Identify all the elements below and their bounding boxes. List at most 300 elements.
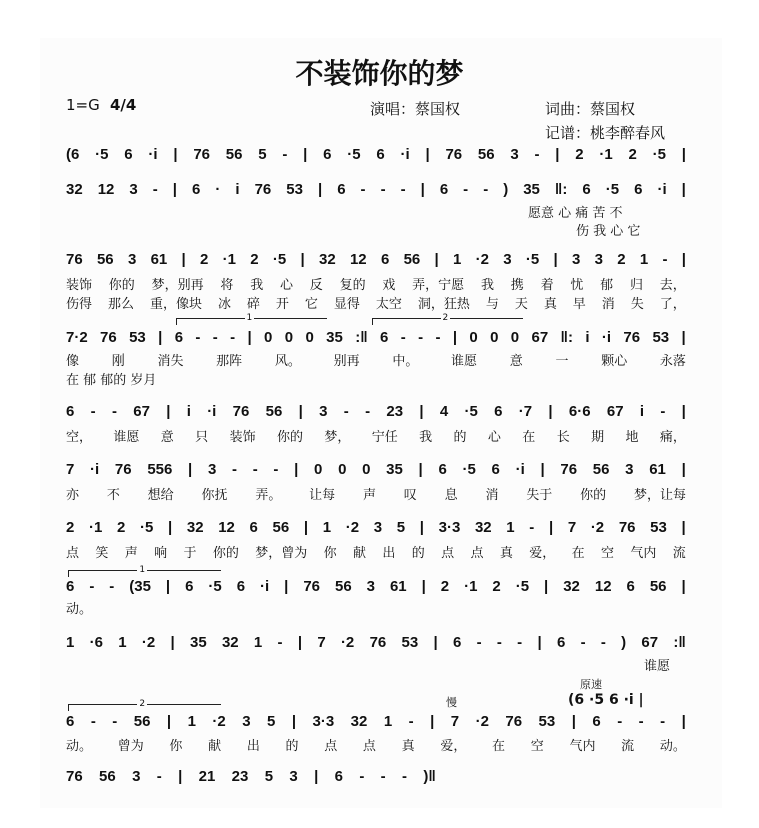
note-token: i xyxy=(639,403,645,420)
lyric-token: 将 xyxy=(220,278,234,293)
note-token: | xyxy=(297,634,303,651)
note-token: ·i xyxy=(515,461,525,478)
note-token: 6 xyxy=(582,181,591,198)
note-token: 56 xyxy=(225,146,243,163)
note-token: - xyxy=(273,461,279,478)
note-token: - xyxy=(476,634,482,651)
lyric-token: 消失 xyxy=(157,354,184,369)
note-token: - xyxy=(660,713,666,730)
note-token: i xyxy=(186,403,191,420)
note-token: - xyxy=(483,181,489,198)
note-token: 3 xyxy=(319,403,328,420)
note-token: | xyxy=(548,519,554,536)
note-token: | xyxy=(681,146,686,163)
note-token: 76 xyxy=(66,768,83,785)
note-token: ·5 xyxy=(208,578,222,595)
lyric-token: 亦 xyxy=(66,488,80,503)
note-token: 6 xyxy=(249,519,258,536)
note-token: 1 xyxy=(253,634,263,651)
note-token: 6 xyxy=(376,146,385,163)
lyric-token: 爱， xyxy=(529,546,556,561)
note-token: 35 xyxy=(326,329,343,346)
note-token: | xyxy=(420,181,425,198)
notation-row-1 xyxy=(66,146,686,164)
note-token: · xyxy=(215,181,221,198)
lyric-token: 声 xyxy=(124,546,138,561)
note-token: 6 xyxy=(236,578,246,595)
note-token: 1 xyxy=(383,713,393,730)
note-token: | xyxy=(681,578,686,595)
notation-row-7 xyxy=(66,519,686,537)
note-token: - xyxy=(195,329,201,346)
note-token: 12 xyxy=(349,251,367,268)
lyric-token: 重，像块 xyxy=(149,297,202,312)
lyric-token: 动。 xyxy=(66,739,93,754)
note-token: | xyxy=(544,578,549,595)
note-token: | xyxy=(571,713,576,730)
note-token: 56 xyxy=(272,519,290,536)
volta-label: 1 xyxy=(246,313,253,323)
lyric-token: 弄。 xyxy=(255,488,282,503)
note-token: ·5 xyxy=(525,251,540,268)
note-token: 2 xyxy=(617,251,626,268)
note-token: 7 xyxy=(66,461,75,478)
note-token: 6 xyxy=(491,461,500,478)
note-token: 6 xyxy=(452,634,462,651)
note-token: 3 xyxy=(625,461,634,478)
note-token: | xyxy=(681,519,686,536)
note-token: 7 xyxy=(450,713,460,730)
lyric-token: 曾为 xyxy=(117,739,144,754)
note-token: 6 xyxy=(439,181,449,198)
note-token: 12 xyxy=(97,181,115,198)
note-token: 3 xyxy=(129,181,138,198)
lyric-token: 心 xyxy=(487,430,501,445)
note-token: ·1 xyxy=(464,578,478,595)
note-token: - xyxy=(402,768,407,785)
note-token: 3 xyxy=(594,251,603,268)
note-token: | xyxy=(433,634,438,651)
note-token: | xyxy=(540,461,545,478)
notation-row-11 xyxy=(66,768,436,786)
note-token: 3 xyxy=(132,768,141,785)
lyric-token: 流 xyxy=(621,739,635,754)
note-token: - xyxy=(212,329,218,346)
lyric-token: 叹 xyxy=(403,488,417,503)
lyric-token: 一 xyxy=(555,354,569,369)
note-token: 5 xyxy=(264,768,274,785)
note-token: 7·2 xyxy=(66,329,88,346)
lyric-token: 你的 xyxy=(276,430,303,445)
note-token: 1 xyxy=(453,251,462,268)
note-token: 3 xyxy=(373,519,383,536)
lyric-token: 在 xyxy=(571,546,585,561)
note-token: 67 xyxy=(606,403,624,420)
lyric-token: 不 xyxy=(106,488,120,503)
note-token: 23 xyxy=(386,403,404,420)
note-token: - xyxy=(463,181,469,198)
note-token: ·2 xyxy=(212,713,226,730)
lyric-token: 忧 xyxy=(570,278,584,293)
lyric-token: 像 xyxy=(66,354,80,369)
lyric-token: 谁愿 xyxy=(113,430,140,445)
note-token: | xyxy=(681,329,686,346)
note-token: ·5 xyxy=(652,146,666,163)
note-token: 6 xyxy=(124,146,133,163)
key-signature: 1=G xyxy=(66,96,100,114)
note-token: 2 xyxy=(628,146,637,163)
notation-row-3 xyxy=(66,251,686,269)
note-token: 3 xyxy=(127,251,137,268)
note-token: ·2 xyxy=(475,251,489,268)
note-token: 1 xyxy=(506,519,515,536)
lyric-token: 让每 xyxy=(309,488,336,503)
lyrics-row-2-verse-2: 伤 我 心 它 xyxy=(576,224,641,239)
lyric-token: 想给 xyxy=(147,488,174,503)
note-token: 2 xyxy=(575,146,584,163)
lyric-token: 去， xyxy=(659,278,686,293)
notation-row-9 xyxy=(66,634,686,652)
note-token: 53 xyxy=(652,329,670,346)
note-token: | xyxy=(168,519,173,536)
note-token: ·5 xyxy=(462,461,476,478)
lyric-token: 装饰 xyxy=(229,430,256,445)
lyric-token: 心 xyxy=(279,278,293,293)
song-title: 不装饰你的梦 xyxy=(295,57,464,90)
note-token: 35 xyxy=(189,634,207,651)
note-token: 3·3 xyxy=(438,519,461,536)
note-token: | xyxy=(681,251,686,268)
notation-row-4 xyxy=(66,329,686,347)
note-token: ‖: xyxy=(554,181,568,198)
note-token: 6 xyxy=(494,403,503,420)
note-token: | xyxy=(303,146,308,163)
note-token: | xyxy=(555,146,560,163)
note-token: ·i xyxy=(207,403,217,420)
note-token: 6 xyxy=(334,768,343,785)
note-token: | xyxy=(294,461,299,478)
note-token: 6 xyxy=(337,181,346,198)
note-token: 61 xyxy=(649,461,666,478)
note-token: - xyxy=(89,578,95,595)
reprise-notation: (6 ·5 6 ·i | xyxy=(568,692,644,708)
lyric-token: 出 xyxy=(382,546,396,561)
note-token: 6 xyxy=(556,634,566,651)
note-token: 21 xyxy=(198,768,216,785)
lyric-token: 真 xyxy=(543,297,557,312)
note-token: | xyxy=(681,181,686,198)
note-token: :‖ xyxy=(673,634,686,651)
note-token: 2 xyxy=(440,578,450,595)
lyric-token: 流 xyxy=(672,546,686,561)
transcriber-credit: 记谱：桃李醉春风 xyxy=(545,124,666,142)
note-token: - xyxy=(277,634,283,651)
note-token: 76 xyxy=(623,329,641,346)
note-token: 12 xyxy=(218,519,235,536)
singer-credit: 演唱：蔡国权 xyxy=(370,100,461,118)
lyric-token: 风。 xyxy=(274,354,301,369)
lyric-token: 郁 xyxy=(600,278,614,293)
lyric-token: 我 xyxy=(250,278,264,293)
note-token: 4 xyxy=(439,403,449,420)
lyrics-row-3-verse-2 xyxy=(66,297,686,313)
lyric-token: 中。 xyxy=(392,354,419,369)
note-token: 53 xyxy=(286,181,303,198)
lyric-token: 携 xyxy=(510,278,524,293)
note-token: 23 xyxy=(231,768,249,785)
note-token: 6 xyxy=(66,403,75,420)
lyric-token: 失于 xyxy=(526,488,553,503)
lyric-token: 空 xyxy=(601,546,615,561)
note-token: | xyxy=(434,251,439,268)
volta-label: 1 xyxy=(139,565,146,575)
lyric-token: 你的 xyxy=(108,278,135,293)
note-token: - xyxy=(380,768,386,785)
note-token: 76 xyxy=(505,713,523,730)
note-token: 35 xyxy=(386,461,403,478)
lyric-token: 归 xyxy=(629,278,643,293)
note-token: 2 xyxy=(250,251,259,268)
lyric-token: 空 xyxy=(530,739,544,754)
note-token: 61 xyxy=(150,251,168,268)
note-token: - xyxy=(156,768,162,785)
lyric-token: 早 xyxy=(572,297,586,312)
note-token: | xyxy=(548,403,553,420)
note-token: | xyxy=(419,403,424,420)
lyric-token: 息 xyxy=(444,488,458,503)
note-token: 6 xyxy=(174,329,184,346)
note-token: ·1 xyxy=(599,146,613,163)
note-token: - xyxy=(343,403,349,420)
note-token: 32 xyxy=(221,634,239,651)
note-token: | xyxy=(537,634,542,651)
note-token: ·7 xyxy=(518,403,533,420)
note-token: | xyxy=(553,251,558,268)
note-token: - xyxy=(90,713,96,730)
note-token: - xyxy=(638,713,644,730)
note-token: - xyxy=(365,403,371,420)
lyric-token: 笑 xyxy=(95,546,109,561)
note-token: 2 xyxy=(117,519,126,536)
note-token: 2 xyxy=(66,519,75,536)
note-token: - xyxy=(90,403,96,420)
note-token: 6 xyxy=(626,578,635,595)
note-token: ·5 xyxy=(464,403,478,420)
lyric-token: 它 xyxy=(304,297,318,312)
note-token: ·6 xyxy=(89,634,103,651)
lyric-token: 你 xyxy=(169,739,183,754)
note-token: | xyxy=(418,461,423,478)
lyric-token: 出 xyxy=(246,739,260,754)
note-token: - xyxy=(580,634,586,651)
note-token: )‖ xyxy=(423,768,436,785)
note-token: 1 xyxy=(118,634,127,651)
note-token: - xyxy=(111,403,117,420)
lyric-token: 伤得 xyxy=(66,297,93,312)
note-token: 53 xyxy=(538,713,556,730)
notation-row-6 xyxy=(66,461,686,479)
note-token: - xyxy=(380,181,386,198)
note-token: | xyxy=(178,768,183,785)
note-token: | xyxy=(425,146,430,163)
note-token: - xyxy=(230,329,236,346)
note-token: 67 xyxy=(531,329,549,346)
note-token: | xyxy=(166,713,172,730)
note-token: 3 xyxy=(510,146,519,163)
note-token: 76 xyxy=(254,181,272,198)
note-token: 35 xyxy=(523,181,540,198)
lyrics-row-10 xyxy=(66,739,686,755)
lyric-token: 真 xyxy=(401,739,415,754)
note-token: | xyxy=(421,578,426,595)
note-token: | xyxy=(317,181,323,198)
note-token: - xyxy=(418,329,424,346)
lyric-token: 冰 xyxy=(217,297,231,312)
note-token: 76 xyxy=(445,146,463,163)
note-token: 5 xyxy=(258,146,267,163)
lyric-token: 点 xyxy=(470,546,484,561)
note-token: 12 xyxy=(594,578,612,595)
note-token: ·i xyxy=(90,461,100,478)
note-token: 6 xyxy=(185,578,194,595)
lyric-token: 声 xyxy=(362,488,376,503)
lyric-token: 真 xyxy=(499,546,513,561)
lyric-token: 别再 xyxy=(333,354,360,369)
note-token: - xyxy=(660,403,666,420)
note-token: ·5 xyxy=(272,251,287,268)
lyric-token: 你抚 xyxy=(201,488,228,503)
lyric-token: 气内 xyxy=(569,739,596,754)
note-token: 67 xyxy=(133,403,150,420)
note-token: 6 xyxy=(634,181,643,198)
note-token: 76 xyxy=(193,146,210,163)
note-token: - xyxy=(400,181,406,198)
note-token: 67 xyxy=(641,634,659,651)
lyric-token: 戏 xyxy=(382,278,396,293)
lyric-token: 反 xyxy=(309,278,323,293)
note-token: 0 xyxy=(510,329,520,346)
lyric-token: 梦， xyxy=(324,430,351,445)
note-token: | xyxy=(419,519,424,536)
note-token: - xyxy=(252,461,258,478)
note-token: - xyxy=(109,578,115,595)
lyric-token: 显得 xyxy=(333,297,360,312)
lyric-token: 只 xyxy=(195,430,209,445)
note-token: - xyxy=(662,251,668,268)
lyric-token: 的 xyxy=(453,430,467,445)
lyrics-row-7 xyxy=(66,546,686,562)
note-token: | xyxy=(430,713,435,730)
note-token: 53 xyxy=(129,329,146,346)
note-token: | xyxy=(170,634,175,651)
note-token: - xyxy=(360,181,366,198)
lyric-token: 碎 xyxy=(246,297,260,312)
tempo-slow: 慢 xyxy=(446,696,457,709)
note-token: 0 xyxy=(264,329,273,346)
note-token: 6 xyxy=(192,181,201,198)
note-token: | xyxy=(681,461,686,478)
lyric-token: 梦，曾为 xyxy=(255,546,308,561)
note-token: 56 xyxy=(265,403,283,420)
note-token: ·2 xyxy=(141,634,156,651)
note-token: | xyxy=(247,329,252,346)
note-token: 56 xyxy=(592,461,610,478)
note-token: 56 xyxy=(334,578,352,595)
lyrics-row-4-verse-2: 在 郁 郁的 岁月 xyxy=(66,373,157,388)
lyric-token: 痛， xyxy=(659,430,686,445)
note-token: | xyxy=(681,713,686,730)
note-token: 3 xyxy=(289,768,298,785)
lyric-token: 永落 xyxy=(659,354,686,369)
note-token: 32 xyxy=(350,713,368,730)
note-token: 1 xyxy=(322,519,332,536)
note-token: 5 xyxy=(396,519,406,536)
lyric-token: 长 xyxy=(556,430,570,445)
note-token: 6 xyxy=(380,251,390,268)
lyric-token: 太空 xyxy=(375,297,402,312)
notation-row-5 xyxy=(66,403,686,421)
lyric-token: 意 xyxy=(509,354,523,369)
lyric-token: 地 xyxy=(625,430,639,445)
note-token: | xyxy=(188,461,193,478)
note-token: - xyxy=(496,634,502,651)
lyric-token: 在 xyxy=(492,739,506,754)
note-token: ·5 xyxy=(605,181,620,198)
note-token: 32 xyxy=(186,519,204,536)
note-token: | xyxy=(452,329,458,346)
lyric-token: 于 xyxy=(183,546,197,561)
lyrics-row-9: 谁愿 xyxy=(644,659,671,674)
note-token: - xyxy=(152,181,158,198)
lyric-token: 你的 xyxy=(580,488,607,503)
note-token: 0 xyxy=(284,329,294,346)
lyric-token: 刚 xyxy=(111,354,125,369)
note-token: - xyxy=(112,713,118,730)
lyric-token: 在 xyxy=(522,430,536,445)
note-token: | xyxy=(172,181,177,198)
notation-row-2 xyxy=(66,181,686,199)
lyric-token: 着 xyxy=(540,278,554,293)
note-token: 6 xyxy=(323,146,332,163)
lyrics-row-8: 动。 xyxy=(66,602,93,617)
note-token: | xyxy=(165,578,171,595)
lyric-token: 期 xyxy=(591,430,605,445)
note-token: 3 xyxy=(207,461,217,478)
note-token: ·2 xyxy=(590,519,605,536)
note-token: 1 xyxy=(639,251,649,268)
lyric-token: 献 xyxy=(353,546,367,561)
note-token: 5 xyxy=(267,713,276,730)
note-token: | xyxy=(284,578,289,595)
note-token: :‖ xyxy=(355,329,368,346)
note-token: 6 xyxy=(592,713,601,730)
note-token: 3 xyxy=(572,251,581,268)
note-token: 0 xyxy=(314,461,323,478)
note-token: 53 xyxy=(650,519,667,536)
note-token: | xyxy=(291,713,297,730)
lyrics-row-2-verse-1: 愿意 心 痛 苦 不 xyxy=(528,206,623,221)
note-token: 2 xyxy=(200,251,209,268)
note-token: 6 xyxy=(438,461,447,478)
composer-credit: 词曲：蔡国权 xyxy=(545,100,636,118)
note-token: 76 xyxy=(303,578,321,595)
lyrics-row-3-verse-1 xyxy=(66,278,686,294)
note-token: 0 xyxy=(362,461,371,478)
time-signature: 4/4 xyxy=(110,96,137,114)
note-token: ·5 xyxy=(95,146,109,163)
note-token: ·5 xyxy=(140,519,154,536)
note-token: 3 xyxy=(366,578,375,595)
